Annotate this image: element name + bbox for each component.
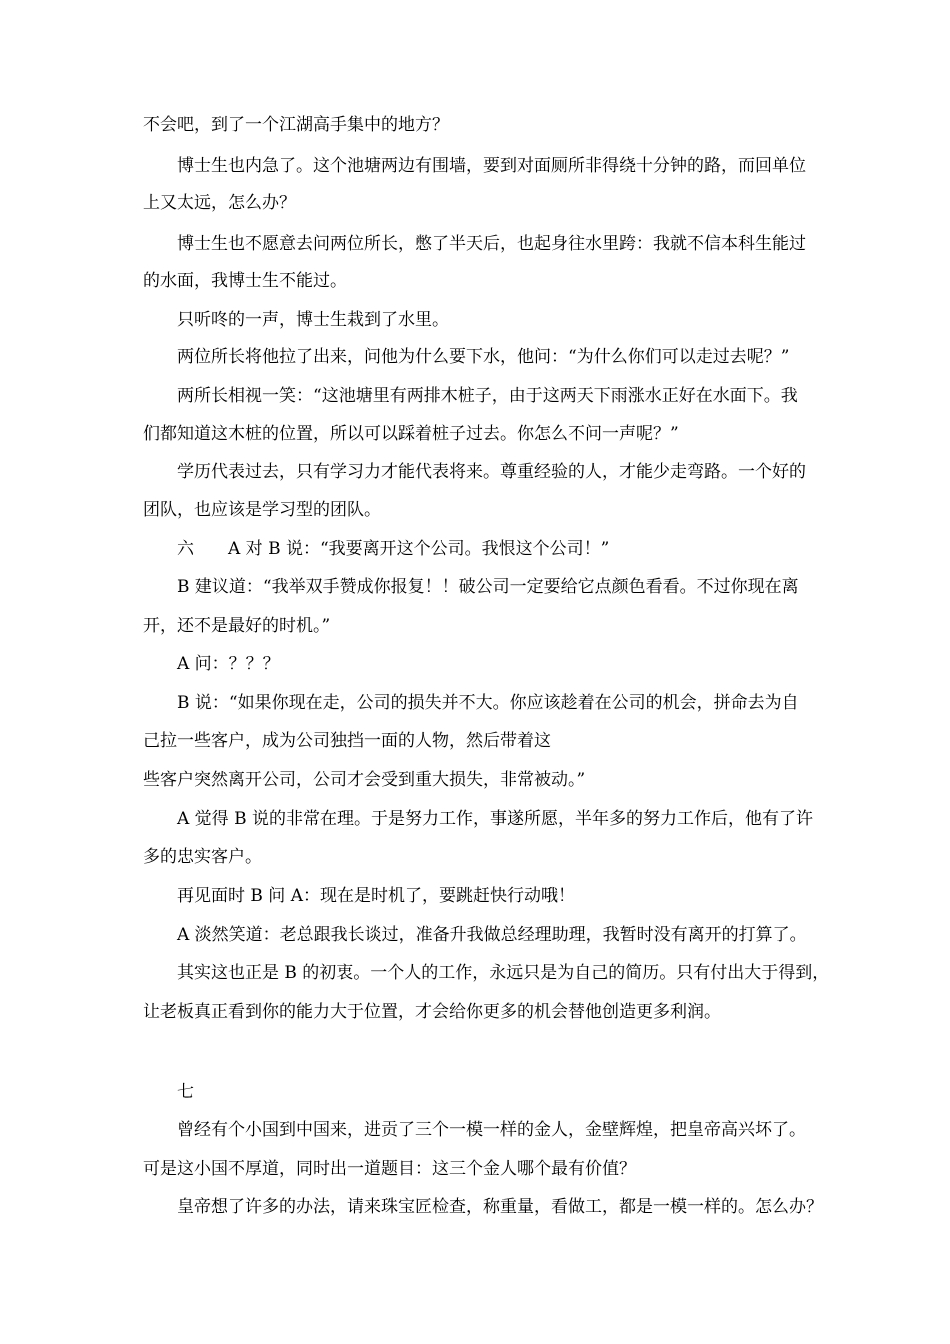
paragraph-line: 让老板真正看到你的能力大于位置，才会给你更多的机会替他创造更多利润。: [143, 1002, 721, 1022]
paragraph-line: 的水面，我博士生不能过。: [143, 271, 347, 291]
paragraph-line: 博士生也不愿意去问两位所长，憋了半天后，也起身往水里跨：我就不信本科生能过: [177, 234, 806, 254]
paragraph-line: 博士生也内急了。这个池塘两边有围墙，要到对面厕所非得绕十分钟的路，而回单位: [177, 156, 806, 176]
paragraph-line: B 说：“如果你现在走，公司的损失并不大。你应该趁着在公司的机会，拼命去为自: [177, 693, 799, 713]
paragraph-line: 多的忠实客户。: [143, 847, 262, 867]
section-number: 六: [177, 539, 194, 559]
paragraph-line: B 建议道：“我举双手赞成你报复！！破公司一定要给它点颜色看看。不过你现在离: [177, 577, 799, 597]
paragraph-line: 些客户突然离开公司，公司才会受到重大损失，非常被动。”: [143, 770, 586, 790]
paragraph-line: 再见面时 B 问 A：现在是时机了，要跳赶快行动哦！: [177, 886, 575, 906]
paragraph-line: 皇帝想了许多的办法，请来珠宝匠检查，称重量，看做工，都是一模一样的。怎么办？: [177, 1197, 823, 1217]
paragraph-line: 上又太远，怎么办？: [143, 193, 296, 213]
paragraph-line: A 对 B 说：“我要离开这个公司。我恨这个公司！”: [228, 539, 610, 559]
paragraph-line: 两所长相视一笑：“这池塘里有两排木桩子，由于这两天下雨涨水正好在水面下。我: [177, 386, 798, 406]
section-line-six: [177, 538, 609, 560]
section-number: 七: [177, 1082, 194, 1102]
paragraph-line: 己拉一些客户，成为公司独挡一面的人物，然后带着这: [143, 731, 551, 751]
paragraph-line: 可是这小国不厚道，同时出一道题目：这三个金人哪个最有价值？: [143, 1159, 636, 1179]
paragraph-line: 两位所长将他拉了出来，问他为什么要下水，他问：“为什么你们可以走过去呢？”: [177, 347, 790, 367]
paragraph-line: 开，还不是最好的时机。”: [143, 616, 331, 636]
paragraph-line: 学历代表过去，只有学习力才能代表将来。尊重经验的人，才能少走弯路。一个好的: [177, 462, 806, 482]
paragraph-line: A 问：？？？: [177, 654, 280, 674]
paragraph-line: 曾经有个小国到中国来，进贡了三个一模一样的金人，金壁辉煌，把皇帝高兴坏了。: [177, 1120, 806, 1140]
paragraph-line: A 觉得 B 说的非常在理。于是努力工作，事遂所愿，半年多的努力工作后，他有了许: [177, 809, 813, 829]
paragraph-line: 只听咚的一声，博士生栽到了水里。: [177, 310, 449, 330]
paragraph-line: A 淡然笑道：老总跟我长谈过，准备升我做总经理助理，我暂时没有离开的打算了。: [177, 925, 807, 945]
paragraph-line: 不会吧，到了一个江湖高手集中的地方？: [143, 115, 449, 135]
paragraph-line: 们都知道这木桩的位置，所以可以踩着桩子过去。你怎么不问一声呢？”: [143, 424, 679, 444]
paragraph-line: 其实这也正是 B 的初衷。一个人的工作，永远只是为自己的简历。只有付出大于得到，: [177, 963, 830, 983]
paragraph-line: 团队，也应该是学习型的团队。: [143, 500, 381, 520]
